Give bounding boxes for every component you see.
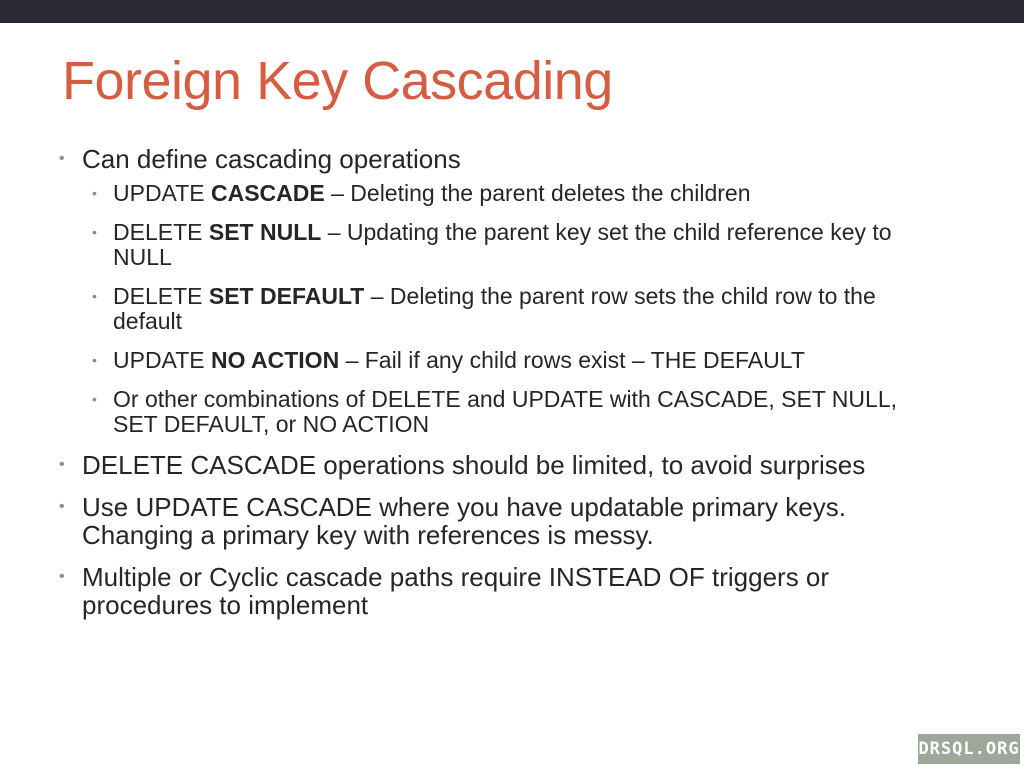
sub-bullet-keyword: NO ACTION	[210, 347, 340, 373]
sub-bullet-description: – Deleting the parent row sets the child row to the default	[113, 283, 876, 334]
bullet-item	[0, 493, 1024, 549]
sub-bullet-item	[0, 220, 964, 270]
bullet-list	[0, 145, 1024, 619]
sub-bullet-item	[0, 181, 964, 206]
sub-bullet-item	[0, 387, 964, 437]
sub-bullet-description: – Fail if any child rows exist – THE DEFAULT	[339, 347, 805, 373]
sub-bullet-keyword: SET DEFAULT	[208, 283, 365, 309]
slide-title: Foreign Key Cascading	[62, 51, 613, 111]
sub-bullet-prefix: UPDATE	[113, 180, 211, 206]
sub-bullet-prefix: Or other combinations of DELETE and UPDATE with CASCADE, SET NULL, SET DEFAULT, or NO ACTION	[113, 386, 897, 437]
bullet-text: Multiple or Cyclic cascade paths require INSTEAD OF triggers or procedures to implement	[82, 562, 830, 620]
sub-bullet-list	[82, 181, 964, 437]
sub-bullet-description: – Updating the parent key set the child reference key to NULL	[113, 219, 892, 270]
top-bar	[0, 0, 1024, 23]
sub-bullet-prefix: DELETE	[113, 219, 209, 245]
bullet-item	[0, 563, 1024, 619]
sub-bullet-item	[0, 284, 964, 334]
sub-bullet-description: – Deleting the parent deletes the children	[324, 180, 751, 206]
bullet-item	[0, 145, 1024, 437]
sub-bullet-item	[0, 348, 964, 373]
bullet-text: DELETE CASCADE operations should be limited, to avoid surprises	[82, 450, 866, 480]
sub-bullet-keyword: SET NULL	[208, 219, 322, 245]
sub-bullet-keyword: CASCADE	[210, 180, 325, 206]
bullet-text: Can define cascading operations	[82, 144, 461, 174]
bullet-text: Use UPDATE CASCADE where you have updatable primary keys. Changing a primary key with references is messy.	[82, 492, 846, 550]
bullet-item	[0, 451, 1024, 479]
sub-bullet-prefix: DELETE	[113, 283, 209, 309]
site-watermark-logo: DRSQL.ORG	[918, 734, 1020, 764]
sub-bullet-prefix: UPDATE	[113, 347, 211, 373]
